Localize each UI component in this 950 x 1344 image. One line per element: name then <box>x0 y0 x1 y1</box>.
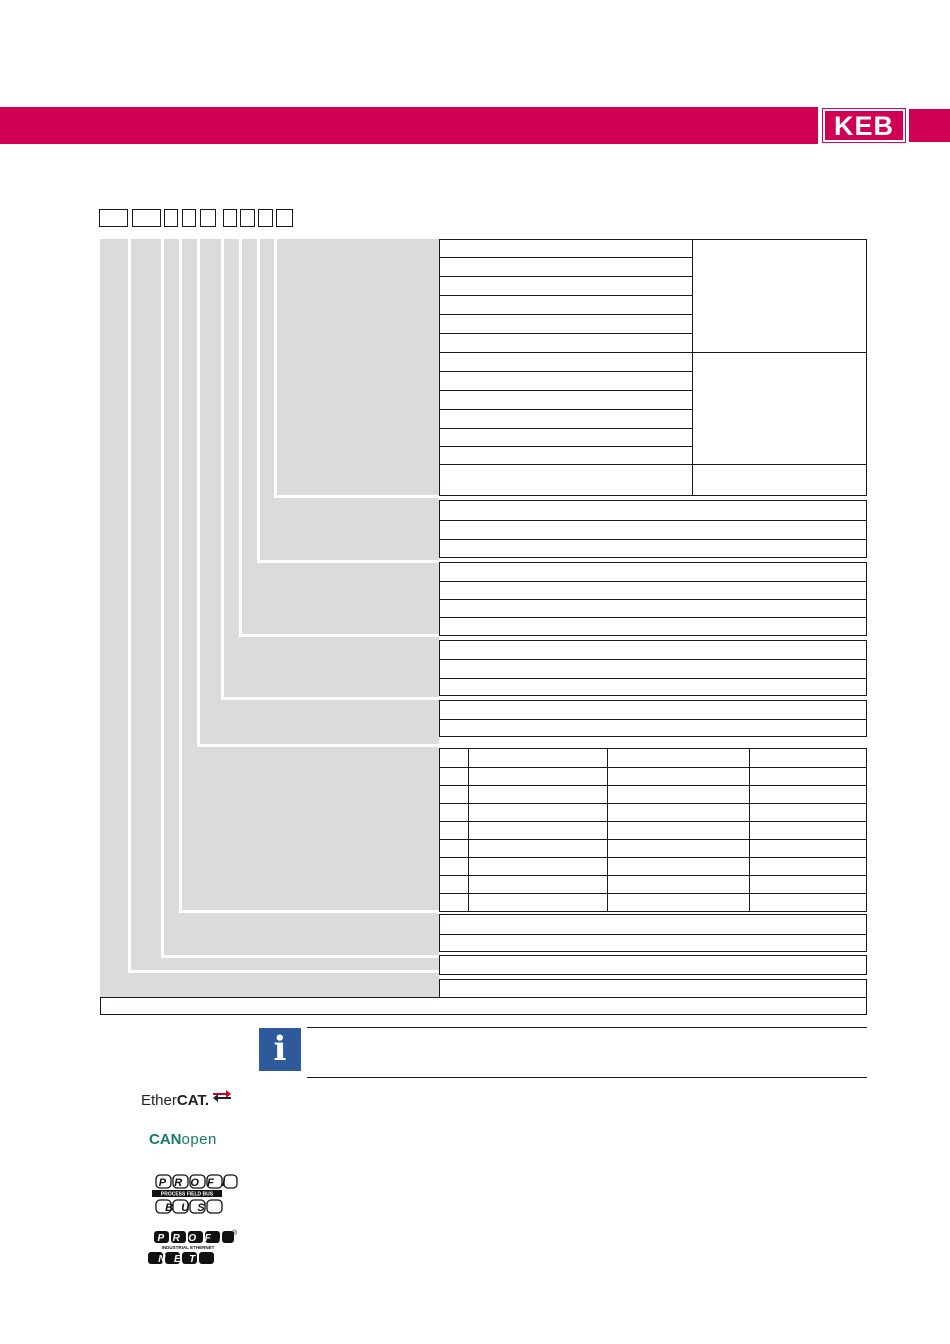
code-box <box>276 209 293 227</box>
type-code-tree-background <box>100 239 439 998</box>
canopen-logo-text-1: CAN <box>149 1131 182 1148</box>
ethercat-logo <box>141 1092 209 1109</box>
code-box <box>223 209 237 227</box>
option-table-4 <box>439 640 867 696</box>
info-rule-top <box>307 1027 867 1028</box>
code-box <box>258 209 273 227</box>
option-table-3 <box>439 562 867 636</box>
code-box <box>200 209 216 227</box>
profinet-line2: NET <box>158 1254 204 1265</box>
code-box <box>132 209 161 227</box>
profinet-line1: PROFI <box>157 1233 231 1244</box>
profibus-line1: PROFI <box>158 1177 234 1189</box>
option-table-8 <box>439 955 867 975</box>
info-icon: i <box>259 1028 301 1071</box>
option-table-6 <box>439 748 867 912</box>
code-box <box>182 209 196 227</box>
option-table-5 <box>439 700 867 737</box>
ethercat-logo-text-2: CAT. <box>176 1092 210 1109</box>
type-code-footer-row <box>100 997 867 1015</box>
code-box <box>240 209 255 227</box>
logo-strip <box>909 109 950 142</box>
canopen-logo-text-2: open <box>181 1131 217 1148</box>
profinet-logo <box>138 1228 238 1266</box>
option-table-9 <box>439 979 867 998</box>
profinet-registered: ® <box>232 1230 238 1237</box>
option-table-1 <box>439 239 867 496</box>
profinet-tagline: INDUSTRIAL ETHERNET <box>161 1245 215 1250</box>
code-box <box>99 209 128 227</box>
profibus-line2: BUS <box>165 1202 213 1214</box>
header-banner <box>0 107 950 144</box>
keb-logo: KEB <box>823 109 905 142</box>
code-box <box>164 209 178 227</box>
profibus-logo <box>138 1172 238 1218</box>
option-table-7 <box>439 914 867 952</box>
option-table-2 <box>439 500 867 558</box>
info-rule-bottom <box>307 1077 867 1078</box>
ethercat-logo-text-1: Ether <box>141 1092 177 1109</box>
profibus-tagline: PROCESS FIELD BUS <box>160 1191 214 1198</box>
canopen-logo <box>149 1131 217 1148</box>
ethercat-arrows-icon <box>213 1089 231 1103</box>
